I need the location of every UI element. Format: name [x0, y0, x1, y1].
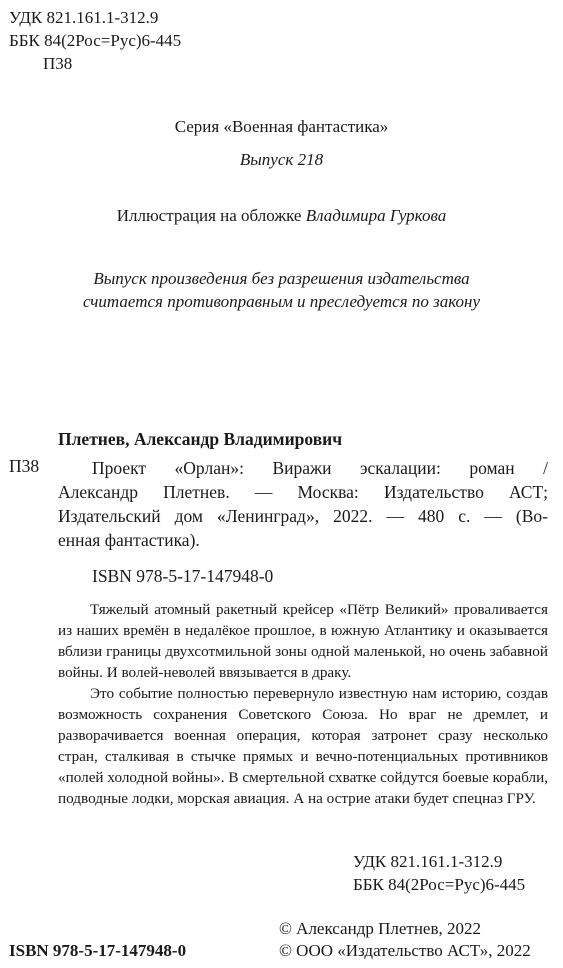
copyright-notice-line2: считается противоправным и преследуется по закону: [82, 292, 481, 311]
copyright-publisher: © ООО «Издательство АСТ», 2022: [279, 941, 531, 960]
udk-code-bottom: УДК 821.161.1-312.9: [353, 852, 503, 871]
annotation-paragraph: Это событие полностью перевернуло известную нам историю, создав возможность сохранения Советского Союза. Но враг не дремлет, и разворачивается военная операция, которая затронет сразу несколько стран, сталкивая в стычке прямых и вечно-потенциальных противников «полей холодной войны». В смертельной схватке сойдутся боевые корабли, подводные лодки, морская авиация. А на острие атаки будет спецназ ГРУ.: [58, 685, 548, 807]
bibliographic-description: [58, 456, 548, 552]
copyright-notice-line1: Выпуск произведения без разрешения издательства: [93, 269, 470, 288]
author-heading: Плетнев, Александр Владимирович: [58, 429, 343, 449]
bibliographic-mark: П38: [9, 456, 40, 476]
illustration-prefix: Иллюстрация на обложке: [116, 206, 302, 225]
bibliographic-line: енная фантастика).: [58, 530, 200, 550]
annotation-paragraph: Тяжелый атомный ракетный крейсер «Пётр Великий» проваливается из наших времён в недалёкое прошлое, в южную Атлантику и оказывается вблизи границы двухсотмильной зоны одной маленькой, но очень забавной войны. И волей-неволей ввязывается в драку.: [58, 601, 548, 681]
annotation: [58, 599, 548, 809]
isbn-footer: ISBN 978-5-17-147948-0: [9, 941, 187, 960]
illustration-credit: [0, 205, 563, 227]
bbk-code: ББК 84(2Рос=Рус)6-445: [9, 31, 182, 50]
bbk-code-bottom: ББК 84(2Рос=Рус)6-445: [353, 875, 526, 894]
bibliographic-line: Издательский дом «Ленинград», 2022. — 480 с. — (Во-: [58, 506, 548, 526]
series-name: Серия «Военная фантастика»: [174, 117, 389, 136]
udk-code: УДК 821.161.1-312.9: [9, 8, 159, 27]
isbn-record: ISBN 978-5-17-147948-0: [92, 566, 274, 586]
bibliographic-line: Александр Плетнев. — Москва: Издательство АСТ;: [58, 482, 548, 502]
series-issue: Выпуск 218: [239, 150, 324, 169]
copyright-author: © Александр Плетнев, 2022: [279, 919, 482, 938]
bibliographic-line: Проект «Орлан»: Виражи эскалации: роман /: [92, 458, 548, 478]
author-mark: П38: [43, 54, 73, 73]
illustration-artist: Владимира Гуркова: [305, 206, 447, 225]
